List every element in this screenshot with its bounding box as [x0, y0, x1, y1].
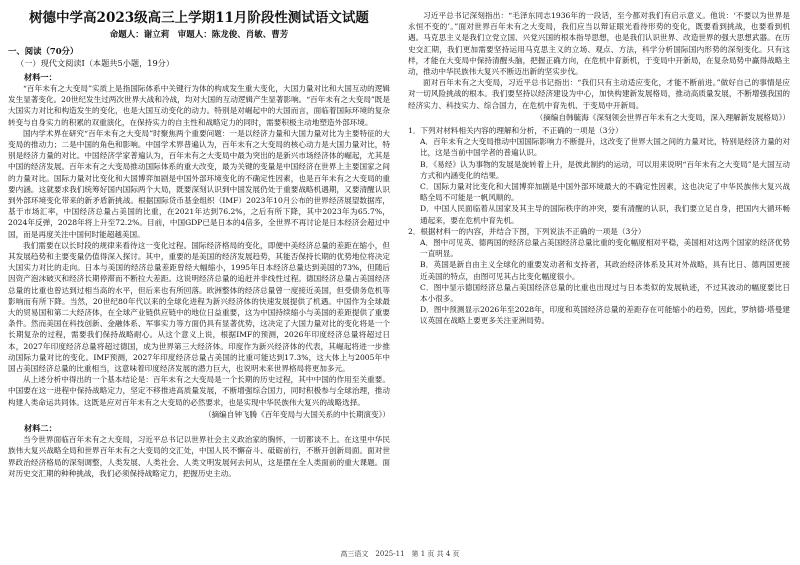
material-one-paragraph: “百年未有之大变局”实质上是指国际体系中关键行为体的构成发生重大变化，大国力量对比和大国互动的逻辑发生显著变化。20世纪发生过两次世界大战和冷战，均对大国的互动逻辑产生显著影响。“百年未有之大变局”既是大国实力对比和构造发生的变化，也是大国互动变化的动力。特别是对崛起中的大国而言，面临着国际环境的复杂转变与自身实力的积累的双重演化，在保持实力的自主性和战略定力的同时，需要积极主动地塑造外部环境。 — [8, 84, 390, 127]
section-heading: 一、阅读（70分） — [8, 46, 79, 56]
question-2-option: C．图中显示德国经济总量占美国经济总量的比重也出现过与日本类似的发展轨迹，不过其波动的幅度要比日本小很多。 — [420, 282, 790, 304]
question-1-option: C．国际力量对比变化和大国博弈加剧是中国外部环境最大的不确定性因素，这也决定了中华民族伟大复兴战略全局不可能是一帆风顺的。 — [420, 182, 790, 203]
material-two-paragraph: 面对百年未有之大变局，习近平总书记指出：“我们只有主动适应变化，才能不断前进。”做好自己的事情是应对一切风险挑战的根本。我们要坚持以经济建设为中心，加快构建新发展格局，推动高质量发展，不断增强我国的经济实力、科技实力、综合国力，在危机中育先机、于变局中开新局。 — [408, 78, 790, 110]
subsection-heading: （一）现代文阅读Ⅰ（本题共5小题，19分） — [16, 58, 175, 68]
question-2-option: A．图中可见英、德两国的经济总量占美国经济总量比重的变化幅度相对平稳，美国相对这两个国家的经济优势一直明显。 — [420, 238, 790, 259]
question-1: 1．下列对材料相关内容的理解和分析，不正确的一项是（3分） — [408, 126, 623, 136]
page-footer: 高三语文 2025-11 第 1 页 共 4 页 — [340, 550, 460, 558]
material-two-paragraph: 当今世界面临百年未有之大变局，习近平总书记以世界社会主义政治家的胸怀，一切都谈不上。在这里中华民族伟大复兴战略全局和世界百年未有之大变局的交汇处，中国人民不懈奋斗、砥砺前行，不断开创新局面。面对世界政治经济格局的深刻调整，人类发展、人类社会、人类文明发展何去何从，这是摆在全人类面前的重大课题。面对历史交汇期的种种挑战，我们必须保持战略定力，把握历史主动。 — [8, 435, 390, 478]
question-2-option: B．英国是新自由主义全球化的重要发动者和支持者，其政治经济体系及其对外战略，具有比日、德两国更接近美国的特点，由图可见其占比变化幅度很小。 — [420, 260, 790, 281]
material-one-paragraph: 国内学术界在研究“百年未有之大变局”时聚焦两个重要问题：一是以经济力量和大国力量对比为主要特征的大变局的推动力；二是中国的角色和影响。中国学术界普遍认为，百年未有之大变局的核心动力是大国力量对比，特别是经济力量的对比。中国经济学家普遍认为，百年未有之大变局中最为突出的是新兴市场经济体的崛起，尤其是中国的经济发展。百年未有之大变局推动国际体系的重大改变，最为关键的变量是中国经济在世界上主要国家之间的力量对比。国际力量对比变化和大国博弈加剧是中国外部环境变化的不确定性因素，也是百年未有之大变局的重要内涵。这就要求我们统筹好国内国际两个大局，既要深刻认识到中国发展仍处于重要战略机遇期，又要清醒认识到外部环境变化带来的新矛盾新挑战。根据国际货币基金组织（IMF）2023年10月公布的世界经济展望数据库，基于市场汇率，中国经济总量占美国的比重，在2021年达到76.2%，之后有所下降，其中2023年为65.7%，2024年反弹，2028年将上升至72.2%。目前，中国GDP已是日本的4倍多，全世界不再讨论是日本经济会超过中国，而是再度关注中国何时能超越美国。 — [8, 128, 390, 239]
question-2-option: D．图中预测显示2026年至2028年，印度和英国经济总量的差距存在可能缩小的趋势，因此，罗纳德·塔曼建议英国在战略上要更多关注亚洲局势。 — [420, 305, 790, 326]
exam-byline: 命题人：谢立莉 审题人：陈龙俊、肖敏、曹芳 — [109, 30, 289, 40]
material-two-paragraph: 习近平总书记深刻指出：“毛泽东同志1936年的一段话，至今都对我们有启示意义。他说：‘不要以为世界是永恒不变的’。”面对世界百年未有之大变局，我们应当以辩证眼光看待形势的变化，既要看到挑战，也要看到机遇。马克思主义是我们立党立国、兴党兴国的根本指导思想，也是我们认识世界、改造世界的强大思想武器。在历史交汇期，我们更加需要坚持运用马克思主义的立场、观点、方法，科学分析国际国内形势的深刻变化。只有这样，才能在大变局中保持清醒头脑，把握正确方向，在危机中育新机，于变局中开新局，在复杂局势中赢得战略主动，推动中华民族伟大复兴不断迈出新的坚实步伐。 — [408, 11, 790, 77]
question-2: 2．根据材料一的内容，并结合下图，下列说法不正确的一项是（3分） — [408, 226, 646, 236]
question-1-option: D．中国人民面临着从国家及其主导的国际秩序的冲突，要有清醒的认识，我们要立足自身，把国内大循环畅通起来，要在危机中育先机。 — [420, 204, 790, 225]
right-column — [408, 10, 790, 327]
material-one-source: （摘编自钟飞腾《百年变局与大国关系的中长期演变》） — [203, 409, 390, 419]
exam-title: 树德中学高2023级高三上学期11月阶段性测试语文试题 — [29, 10, 369, 26]
question-1-option: B．《易经》认为事物的发展是旋转着上升，是彼此制约的运动，可以用来说明“百年未有之大变局”是大国互动方式和内涵变化的结果。 — [420, 159, 790, 180]
material-two-source: （摘编自韩毓海《深刻领会世界百年未有之大变局，深入理解新发展格局》） — [535, 112, 790, 122]
material-one-paragraph: 从上述分析中得出的一个基本结论是：百年未有之大变局是一个长期的历史过程，其中中国的作用至关重要。中国要在这一进程中保持战略定力，坚定不移推进高质量发展，不断增强综合国力，同时积极参与全球治理，推动构建人类命运共同体。这既是应对百年未有之大变局的必然要求，也是实现中华民族伟大复兴的战略选择。 — [8, 375, 390, 407]
question-1-option: A．百年未有之大变局推动中国国际影响力不断提升，这改变了世界大国之间的力量对比，特别是经济力量的对比，这是当前中国学者的普遍认识。 — [420, 137, 790, 158]
material-one-paragraph: 我们需要在以长时段的规律来看待这一变化过程。国际经济格局的变化，即便中美经济总量的差距在缩小，但其发展趋势和主要变量仍值得深入探讨。其中，重要的是美国的经济发展趋势，其能否保持长期的优势地位将决定大国实力对比的走向。日本与美国的经济总量差距曾经大幅缩小，1995年日本经济总量达到美国的73%，但随后因资产泡沫破灭和经济长期停滞而不断拉大差距。这说明经济总量的追赶并非线性过程。德国经济总量占美国经济总量的比重也曾达到过相当高的水平，但后来也有所回落。欧洲整体的经济总量曾一度接近美国，但受债务危机等影响而有所下降。当然，20世纪80年代以来的全球化进程为新兴经济体的快速发展提供了机遇。中国作为全球最大的贸易国和第二大经济体，在全球产业链供应链中的地位日益重要，这为中国持续缩小与美国的差距提供了重要条件。然而美国在科技创新、金融体系、军事实力等方面仍具有显著优势，这决定了大国力量对比的变化将是一个长期复杂的过程，需要我们保持战略耐心。从这个意义上说，根据IMF的预测，2026年印度经济总量将超过日本，2027年印度经济总量将超过德国，成为世界第三大经济体。印度作为新兴经济体的代表，其崛起将进一步推动国际力量对比的变化。IMF预测，2027年印度经济总量占美国的比重可能达到17.3%，这大体上与2005年中国占美国经济总量的比重相当，这意味着印度经济发展的潜力巨大，也说明未来世界格局将更加多元。 — [8, 240, 390, 374]
material-one-label: 材料一： — [24, 72, 57, 82]
material-two-label: 材料二： — [24, 423, 57, 434]
left-column — [8, 10, 390, 479]
